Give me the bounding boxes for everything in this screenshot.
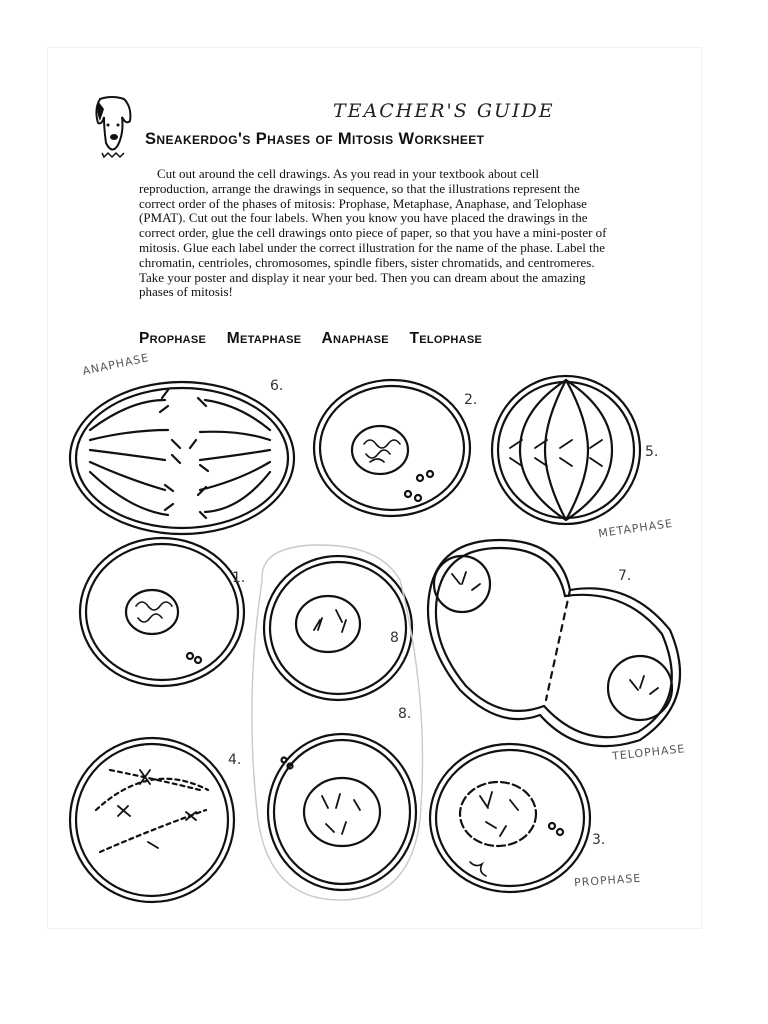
cell-prophase-drawing-3 (430, 744, 590, 892)
annotation-telophase: TELOPHASE (611, 742, 686, 763)
cell-number-6: 6. (270, 378, 284, 394)
cell-number-3: 3. (592, 832, 606, 848)
annotation-anaphase: ANAPHASE (81, 351, 151, 378)
annotation-prophase: PROPHASE (573, 871, 642, 890)
cell-interphase-drawing-2 (80, 538, 244, 686)
cell-number-4: 4. (228, 752, 242, 768)
cell-number-1: 1. (232, 570, 246, 586)
cell-number-2: 2. (464, 392, 478, 408)
cell-number-7: 7. (618, 568, 632, 584)
cell-number-8-upper: 8 (390, 630, 399, 646)
cell-prophase-drawing (264, 556, 412, 700)
label-anaphase: Anaphase (321, 330, 389, 347)
cell-anaphase-drawing (70, 382, 294, 534)
teachers-guide-heading: TEACHER'S GUIDE (333, 100, 555, 122)
label-metaphase: Metaphase (226, 330, 302, 347)
label-telophase: Telophase (409, 330, 483, 347)
label-prophase: Prophase (139, 330, 207, 347)
cell-metaphase-drawing (492, 376, 640, 524)
annotation-metaphase: METAPHASE (597, 516, 674, 541)
cell-number-5: 5. (645, 444, 659, 460)
instructions-paragraph: Cut out around the cell drawings. As you read in your textbook about cell reproduction, arrange the drawings in sequence, so that the illustrations represent the correct order of the phases of mitosis: Prophase, Metaphase, Anaphase, and Telophase (PMAT). Cut out the four labels. When you know you have placed the drawings in the correct order, glue the cell drawings onto piece of paper, so that you have a mini-poster of mitosis. Glue each label under the correct illustration for the name of the phase. Label the chromatin, centrioles, chromosomes, spindle fibers, sister chromatids, and centromeres. Take your poster and display it near your bed. Then you can dream about the amazing phases of mitosis! (139, 166, 607, 300)
cell-prophase-drawing-2 (268, 734, 416, 890)
cell-prometaphase-drawing (70, 738, 234, 902)
cell-telophase-drawing (428, 540, 680, 746)
worksheet-title: Sneakerdog's Phases of Mitosis Worksheet (145, 130, 485, 148)
cell-number-8-lower: 8. (398, 706, 412, 722)
cell-interphase-drawing (314, 380, 470, 516)
